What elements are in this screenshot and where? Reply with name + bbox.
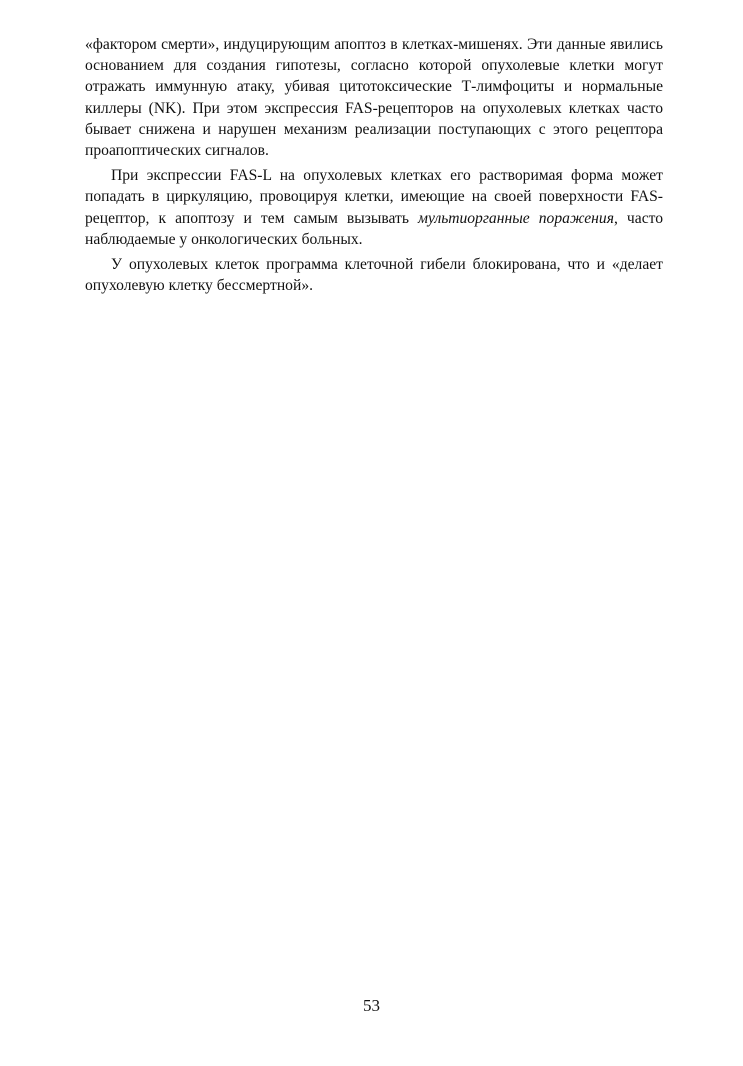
paragraph-2-start: При экспрессии FAS-L на опухолевых клетках его растворимая форма может попадать в циркуляцию, провоцируя клетки, имеющие на своей поверхности FAS-рецептор, к апоптозу и тем самым вызывать (85, 167, 663, 227)
italic-term: мультиорганные поражения (418, 209, 614, 227)
paragraph-2-end: , часто наблюдаемые у онкологических больных. (85, 209, 664, 248)
page-number: 53 (363, 996, 380, 1015)
paragraph-2 (85, 165, 663, 250)
paragraph-1: «фактором смерти», индуцирующим апоптоз в клетках-мишенях. Эти данные явились основанием для создания гипотезы, согласно которой опухолевые клетки могут отражать иммунную атаку, убивая цитотоксические Т-лимфоциты и нормальные киллеры (NK). При этом экспрессия FAS-рецепторов на опухолевых клетках часто бывает снижена и нарушен механизм реализации поступающих с этого рецептора проапоптических сигналов. (85, 36, 663, 160)
paragraph-3: У опухолевых клеток программа клеточной гибели блокирована, что и «делает опухолевую клетку бессмертной». (85, 256, 663, 295)
body-text (85, 34, 663, 300)
